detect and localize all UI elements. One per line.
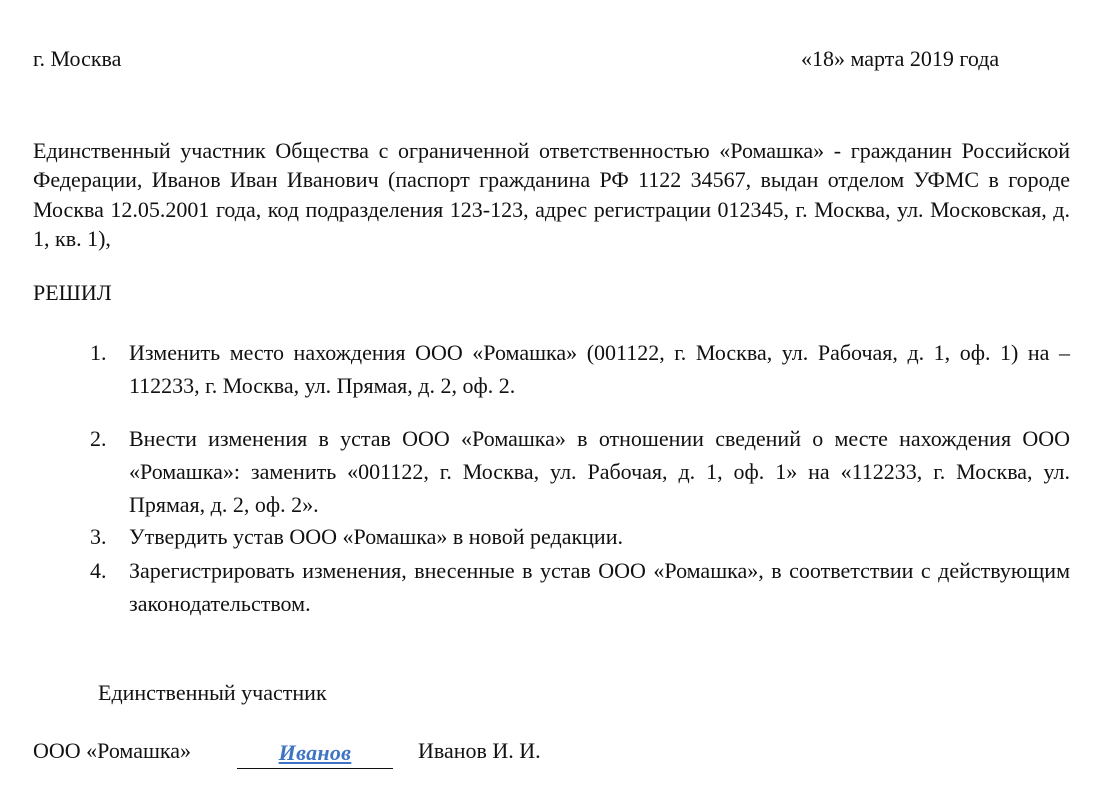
decided-heading: РЕШИЛ — [33, 280, 112, 305]
city-label: г. Москва — [33, 46, 122, 71]
list-item-text: Зарегистрировать изменения, внесенные в устав ООО «Ромашка», в соответствии с действующим законодательством. — [129, 558, 1070, 616]
list-item-number: 1. — [90, 340, 107, 365]
signatory-name: Иванов И. И. — [418, 738, 541, 763]
signature-line — [237, 738, 393, 769]
list-item-text: Утвердить устав ООО «Ромашка» в новой редакции. — [129, 524, 623, 549]
company-name: ООО «Ромашка» — [33, 738, 192, 763]
list-item-number: 3. — [90, 524, 107, 549]
document-date: «18» марта 2019 года — [801, 46, 1000, 71]
list-item-text: Изменить место нахождения ООО «Ромашка» (001122, г. Москва, ул. Рабочая, д. 1, оф. 1) на – 112233, г. Москва, ул. Прямая, д. 2, оф. 2. — [129, 340, 1070, 398]
intro-paragraph: Единственный участник Общества с ограниченной ответственностью «Ромашка» - гражданин Российской Федерации, Иванов Иван Иванович (паспорт гражданина РФ 1122 34567, выдан отделом УФМС в городе Москва 12.05.2001 года, код подразделения 123-123, адрес регистрации 012345, г. Москва, ул. Московская, д. 1, кв. 1), — [33, 138, 1070, 251]
signatory-role: Единственный участник — [98, 680, 327, 705]
list-item-text: Внести изменения в устав ООО «Ромашка» в отношении сведений о месте нахождения ООО «Ромашка»: заменить «001122, г. Москва, ул. Рабочая, д. 1, оф. 1» на «112233, г. Москва, ул. Прямая, д. 2, оф. 2». — [129, 426, 1070, 517]
handwritten-signature: Иванов — [278, 740, 352, 765]
list-item-number: 2. — [90, 426, 107, 451]
list-item-number: 4. — [90, 558, 107, 583]
